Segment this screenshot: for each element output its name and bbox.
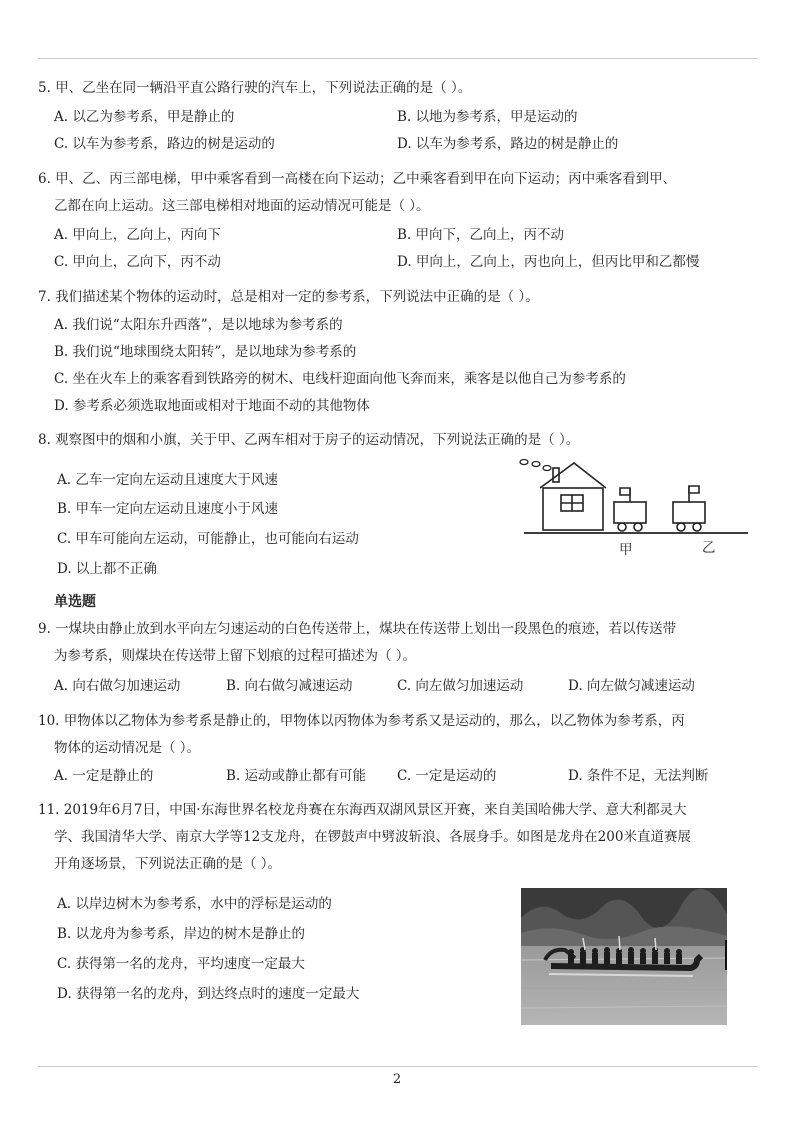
dragon-boat-photo	[521, 888, 727, 1025]
q8-option-b: B. 甲车一定向左运动且速度小于风速	[57, 501, 279, 517]
q11-stem-line-3: 开角逐场景，下列说法正确的是（ ）。	[54, 856, 282, 872]
q6-stem-line-1: 6. 甲、乙、丙三部电梯，甲中乘客看到一高楼在向下运动；乙中乘客看到甲在向下运动；丙中乘客看到甲、	[38, 171, 677, 187]
q10-option-d: D. 条件不足，无法判断	[568, 768, 709, 784]
q5-stem: 5. 甲、乙坐在同一辆沿平直公路行驶的汽车上，下列说法正确的是（ ）。	[38, 80, 472, 96]
q10-option-c: C. 一定是运动的	[397, 768, 497, 784]
q9-option-a: A. 向右做匀加速运动	[54, 678, 181, 694]
bottom-rule	[38, 1066, 758, 1067]
q7-option-c: C. 坐在火车上的乘客看到铁路旁的树木、电线杆迎面向他飞奔而来，乘客是以他自己为参考系的	[54, 371, 626, 387]
q9-stem-line-2: 为参考系，则煤块在传送带上留下划痕的过程可描述为（ ）。	[54, 648, 417, 664]
q10-option-b: B. 运动或静止都有可能	[226, 768, 367, 784]
q11-option-c: C. 获得第一名的龙舟，平均速度一定最大	[57, 956, 305, 972]
q5-option-d: D. 以车为参考系，路边的树是静止的	[397, 136, 619, 152]
q8-option-c: C. 甲车可能向左运动，可能静止，也可能向右运动	[57, 531, 359, 547]
q9-option-c: C. 向左做匀加速运动	[397, 678, 524, 694]
q9-option-d: D. 向左做匀减速运动	[568, 678, 695, 694]
q11-stem-line-2: 学、我国清华大学、南京大学等12支龙舟，在锣鼓声中劈波斩浪、各展身手。如图是龙舟在200米直道赛展	[54, 829, 691, 845]
top-rule	[38, 58, 758, 59]
q8-label-yi: 乙	[702, 540, 716, 556]
q10-stem-line-1: 10. 甲物体以乙物体为参考系是静止的，甲物体以丙物体为参考系又是运动的，那么，以乙物体为参考系，丙	[38, 713, 685, 729]
q10-stem-line-2: 物体的运动情况是（ ）。	[54, 740, 201, 756]
q11-option-d: D. 获得第一名的龙舟，到达终点时的速度一定最大	[57, 986, 360, 1002]
q7-stem: 7. 我们描述某个物体的运动时，总是相对一定的参考系，下列说法中正确的是（ ）。	[38, 289, 539, 305]
q11-option-b: B. 以龙舟为参考系，岸边的树木是静止的	[57, 926, 306, 942]
house	[540, 463, 606, 530]
q10-option-a: A. 一定是静止的	[54, 768, 154, 784]
q7-option-b: B. 我们说“地球围绕太阳转”，是以地球为参考系的	[54, 344, 357, 360]
q11-stem-line-1: 11. 2019年6月7日，中国·东海世界名校龙舟赛在东海西双湖风景区开赛，来自美国哈佛大学、意大利都灵大	[38, 802, 687, 818]
section-title: 单选题	[54, 594, 96, 610]
smoke-puffs	[520, 460, 551, 471]
q5-option-a: A. 以乙为参考系，甲是静止的	[54, 109, 235, 125]
q6-option-a: A. 甲向上，乙向上，丙向下	[54, 227, 221, 243]
q5-option-c: C. 以车为参考系，路边的树是运动的	[54, 136, 275, 152]
q8-label-jia: 甲	[619, 542, 633, 558]
q7-option-d: D. 参考系必须选取地面或相对于地面不动的其他物体	[54, 398, 370, 414]
q6-stem-line-2: 乙都在向上运动。这三部电梯相对地面的运动情况可能是（ ）。	[54, 198, 430, 214]
q9-option-b: B. 向右做匀减速运动	[226, 678, 353, 694]
page-number: 2	[392, 1072, 402, 1087]
car-jia	[614, 488, 646, 531]
q9-stem-line-1: 9. 一煤块由静止放到水平向左匀速运动的白色传送带上，煤块在传送带上划出一段黑色的痕迹，若以传送带	[38, 621, 677, 637]
q11-option-a: A. 以岸边树木为参考系，水中的浮标是运动的	[57, 896, 332, 912]
q8-stem: 8. 观察图中的烟和小旗，关于甲、乙两车相对于房子的运动情况，下列说法正确的是（ ）。	[38, 432, 580, 448]
q6-option-c: C. 甲向上，乙向下，丙不动	[54, 254, 221, 270]
q7-option-a: A. 我们说“太阳东升西落”，是以地球为参考系的	[54, 317, 343, 333]
car-yi	[673, 486, 705, 531]
q6-option-d: D. 甲向上，乙向上，丙也向上，但丙比甲和乙都慢	[397, 254, 700, 270]
q5-option-b: B. 以地为参考系，甲是运动的	[397, 109, 578, 125]
q6-option-b: B. 甲向下，乙向上，丙不动	[397, 227, 565, 243]
q8-option-a: A. 乙车一定向左运动且速度大于风速	[57, 472, 278, 488]
q8-option-d: D. 以上都不正确	[57, 561, 157, 577]
